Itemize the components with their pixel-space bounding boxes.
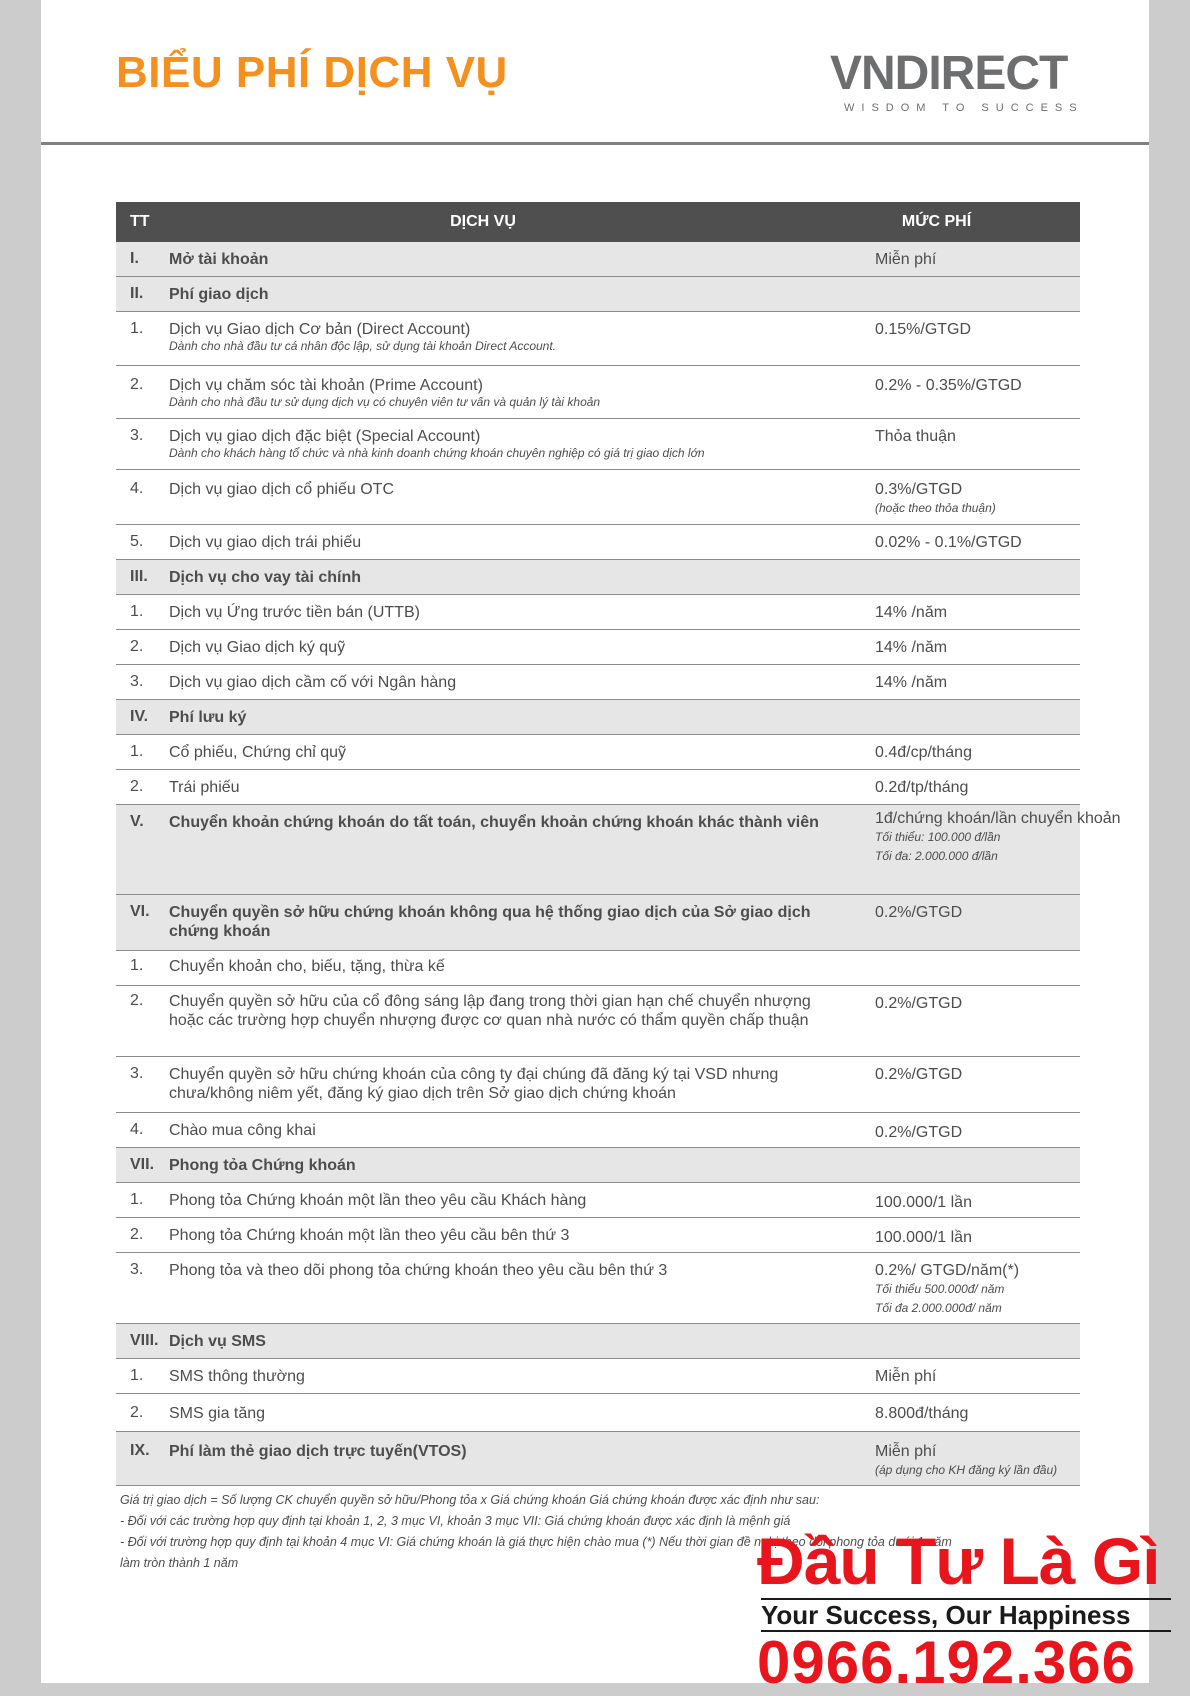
logo-wordmark: VNDIRECT	[830, 47, 1068, 100]
fee-value: 0.02% - 0.1%/GTGD	[875, 534, 1022, 551]
fee-cell	[875, 1261, 1135, 1318]
fee-cell	[875, 480, 1135, 518]
table-row	[116, 1218, 1080, 1253]
row-number: VIII.	[130, 1332, 159, 1349]
service-name: Phong tỏa và theo dõi phong tỏa chứng khoán theo yêu cầu bên thứ 3	[169, 1262, 668, 1279]
row-number: 1.	[130, 957, 144, 974]
logo-tagline: WISDOM TO SUCCESS	[844, 102, 1084, 114]
service-name: Phí lưu ký	[169, 709, 247, 726]
fee-value: Thỏa thuận	[875, 428, 956, 445]
service-name: Dịch vụ SMS	[169, 1333, 266, 1350]
table-row	[116, 1113, 1080, 1148]
watermark	[757, 1524, 1187, 1696]
service-name: Chuyển khoản cho, biếu, tặng, thừa kế	[169, 958, 445, 975]
service-cell	[169, 957, 824, 976]
header-divider	[41, 142, 1149, 145]
service-name: Trái phiếu	[169, 779, 240, 796]
fee-cell	[875, 778, 1135, 797]
service-cell	[169, 708, 824, 727]
row-number: 1.	[130, 603, 144, 620]
footnote-line: - Đối với trường hợp quy định tại khoản 4 mục VI: Giá chứng khoán là giá thực hiện chào mua (*) Nếu thời gian đề nghị theo dõi phong tỏa dưới 1 năm	[120, 1535, 952, 1549]
table-header	[116, 202, 1080, 242]
row-number: 1.	[130, 320, 144, 337]
row-number: IV.	[130, 708, 149, 725]
row-number: V.	[130, 813, 144, 830]
fee-value: 0.2%/GTGD	[875, 1124, 963, 1141]
service-cell	[169, 903, 824, 941]
fee-cell	[875, 638, 1135, 657]
service-name: Phí giao dịch	[169, 286, 269, 303]
fee-cell	[875, 1442, 1135, 1480]
table-row	[116, 1359, 1080, 1394]
service-note: Dành cho khách hàng tổ chức và nhà kinh doanh chứng khoán chuyên nghiệp có giá trị giao dịch lớn	[169, 446, 705, 460]
service-cell	[169, 480, 824, 499]
row-number: 3.	[130, 673, 144, 690]
service-cell	[169, 1121, 824, 1140]
service-cell	[169, 1065, 824, 1103]
fee-value: 0.2%/ GTGD/năm(*)	[875, 1262, 1020, 1279]
row-number: 3.	[130, 1065, 144, 1082]
table-row	[116, 312, 1080, 366]
fee-note: Tối thiểu 500.000đ/ năm	[875, 1282, 1005, 1296]
service-cell	[169, 1367, 824, 1386]
service-name: Dịch vụ giao dịch cổ phiếu OTC	[169, 481, 394, 498]
fee-value: 0.15%/GTGD	[875, 321, 972, 338]
section-row	[116, 560, 1080, 595]
section-row	[116, 277, 1080, 312]
service-name: Dịch vụ Ứng trước tiền bán (UTTB)	[169, 604, 420, 621]
table-row	[116, 525, 1080, 560]
fee-cell	[875, 673, 1135, 692]
service-cell	[169, 813, 824, 832]
fee-value: 14% /năm	[875, 674, 948, 691]
row-number: VII.	[130, 1156, 155, 1173]
service-name: Dịch vụ Giao dịch ký quỹ	[169, 639, 346, 656]
footnote-line: làm tròn thành 1 năm	[120, 1556, 239, 1570]
fee-value: 0.3%/GTGD	[875, 481, 963, 498]
table-row	[116, 595, 1080, 630]
row-number: 1.	[130, 1367, 144, 1384]
fee-cell	[875, 743, 1135, 762]
service-cell	[169, 1191, 824, 1210]
row-number: 2.	[130, 638, 144, 655]
row-number: 2.	[130, 376, 144, 393]
table-row	[116, 1057, 1080, 1113]
service-cell	[169, 673, 824, 692]
header-fee: MỨC PHÍ	[901, 213, 972, 230]
service-name: Dịch vụ giao dịch đặc biệt (Special Account)	[169, 428, 481, 445]
row-number: 5.	[130, 533, 144, 550]
service-name: Chuyển quyền sở hữu chứng khoán của công ty đại chúng đã đăng ký tại VSD nhưng chưa/không niêm yết, đăng ký giao dịch trên Sở giao dịch chứng khoán	[169, 1066, 779, 1102]
fee-cell	[875, 1065, 1135, 1084]
fee-value: 14% /năm	[875, 639, 948, 656]
service-name: Dịch vụ Giao dịch Cơ bản (Direct Account)	[169, 321, 471, 338]
service-cell	[169, 568, 824, 587]
watermark-brand: Đầu Tư Là Gì	[757, 1524, 1160, 1598]
fee-value: 1đ/chứng khoán/lần chuyển khoản	[875, 810, 1121, 827]
table-row	[116, 770, 1080, 805]
row-number: 1.	[130, 1191, 144, 1208]
service-name: SMS gia tăng	[169, 1405, 266, 1422]
service-cell	[169, 533, 824, 552]
fee-note: Tối đa: 2.000.000 đ/lần	[875, 849, 998, 863]
section-row	[116, 805, 1121, 895]
table-row	[116, 366, 1080, 419]
section-row	[116, 700, 1080, 735]
service-cell	[169, 1332, 824, 1351]
table-body	[116, 242, 1121, 1486]
service-name: Mở tài khoản	[169, 251, 269, 268]
service-cell	[169, 1261, 824, 1280]
fee-cell	[875, 250, 1135, 269]
service-name: Chào mua công khai	[169, 1122, 316, 1139]
service-name: Phong tỏa Chứng khoán một lần theo yêu cầu Khách hàng	[169, 1192, 587, 1209]
row-number: IX.	[130, 1442, 150, 1459]
fee-value: 0.2đ/tp/tháng	[875, 779, 969, 796]
row-number: I.	[130, 250, 139, 267]
row-number: III.	[130, 568, 148, 585]
service-cell	[169, 603, 824, 622]
row-number: VI.	[130, 903, 150, 920]
header-tt: TT	[130, 213, 150, 230]
service-name: Phong tỏa Chứng khoán	[169, 1157, 356, 1174]
fee-note: (hoặc theo thỏa thuận)	[875, 501, 996, 515]
service-cell	[169, 320, 824, 353]
table-row	[116, 1253, 1080, 1324]
row-number: 2.	[130, 1404, 144, 1421]
row-number: 2.	[130, 992, 144, 1009]
fee-cell	[875, 994, 1135, 1013]
fee-value: 0.2%/GTGD	[875, 1066, 963, 1083]
service-cell	[169, 778, 824, 797]
fee-cell	[875, 1123, 1135, 1142]
row-number: 4.	[130, 1121, 144, 1138]
service-cell	[169, 1404, 824, 1423]
row-number: 3.	[130, 427, 144, 444]
fee-value: 100.000/1 lần	[875, 1229, 972, 1246]
service-name: Chuyển khoản chứng khoán do tất toán, chuyển khoản chứng khoán khác thành viên	[169, 814, 819, 831]
fee-value: 0.2%/GTGD	[875, 904, 963, 921]
service-cell	[169, 1226, 824, 1245]
footnote-line: - Đối với các trường hợp quy định tại khoản 1, 2, 3 mục VI, khoản 3 mục VII: Giá chứng khoán được xác định là mệnh giá	[120, 1514, 791, 1528]
watermark-phone: 0966.192.366	[757, 1629, 1137, 1696]
fee-cell	[875, 533, 1135, 552]
header-service: DỊCH VỤ	[450, 213, 516, 230]
service-cell	[169, 1442, 824, 1461]
fee-value: 100.000/1 lần	[875, 1194, 972, 1211]
footnote-line: Giá trị giao dịch = Số lượng CK chuyển quyền sở hữu/Phong tỏa x Giá chứng khoán Giá chứng khoán được xác định như sau:	[120, 1493, 820, 1507]
table-row	[116, 735, 1080, 770]
service-cell	[169, 743, 824, 762]
table-row	[116, 986, 1080, 1057]
fee-value: Miễn phí	[875, 1443, 937, 1460]
fee-cell	[875, 376, 1135, 395]
section-row	[116, 242, 1080, 277]
table-row	[116, 1183, 1080, 1218]
service-cell	[169, 285, 824, 304]
row-number: 2.	[130, 1226, 144, 1243]
table-row	[116, 951, 1080, 986]
table-row	[116, 1394, 1080, 1432]
row-number: 2.	[130, 778, 144, 795]
fee-cell	[875, 427, 1135, 446]
fee-value: Miễn phí	[875, 1368, 937, 1385]
fee-note: Tối đa 2.000.000đ/ năm	[875, 1301, 1002, 1315]
service-cell	[169, 638, 824, 657]
fee-value: 0.2%/GTGD	[875, 995, 963, 1012]
service-name: Dịch vụ giao dịch cầm cố với Ngân hàng	[169, 674, 457, 691]
table-row	[116, 665, 1080, 700]
service-name: Phong tỏa Chứng khoán một lần theo yêu cầu bên thứ 3	[169, 1227, 570, 1244]
table-row	[116, 630, 1080, 665]
table-row	[116, 419, 1080, 470]
service-cell	[169, 250, 824, 269]
table-row	[116, 470, 1080, 525]
row-number: 3.	[130, 1261, 144, 1278]
fee-cell	[875, 1228, 1135, 1247]
row-number: II.	[130, 285, 144, 302]
fee-value: Miễn phí	[875, 251, 937, 268]
service-name: Chuyển quyền sở hữu chứng khoán không qua hệ thống giao dịch của Sở giao dịch chứng khoán	[169, 904, 811, 940]
vndirect-logo	[830, 47, 1130, 120]
fee-cell	[875, 320, 1135, 339]
fee-note: (áp dụng cho KH đăng ký lần đầu)	[875, 1463, 1058, 1477]
fee-value: 0.2% - 0.35%/GTGD	[875, 377, 1022, 394]
service-name: Phí làm thẻ giao dịch trực tuyến(VTOS)	[169, 1443, 467, 1460]
fee-value: 8.800đ/tháng	[875, 1405, 969, 1422]
service-name: Chuyển quyền sở hữu của cổ đông sáng lập đang trong thời gian hạn chế chuyển nhượng hoặc các trường hợp chuyển nhượng được cơ quan nhà nước có thẩm quyền chấp thuận	[169, 993, 811, 1029]
fee-cell	[875, 1367, 1135, 1386]
fee-note: Tối thiểu: 100.000 đ/lần	[875, 830, 1001, 844]
fee-cell	[875, 1404, 1135, 1423]
fee-table	[116, 202, 1121, 1486]
service-name: Dịch vụ cho vay tài chính	[169, 569, 362, 586]
section-row	[116, 895, 1080, 951]
service-cell	[169, 376, 824, 409]
section-row	[116, 1148, 1080, 1183]
service-note: Dành cho nhà đầu tư sử dụng dịch vụ có chuyên viên tư vấn và quản lý tài khoản	[169, 395, 601, 409]
row-number: 4.	[130, 480, 144, 497]
document-page	[41, 0, 1149, 1683]
fee-value: 0.4đ/cp/tháng	[875, 744, 972, 761]
fee-cell	[875, 809, 1135, 866]
service-note: Dành cho nhà đầu tư cá nhân độc lập, sử dụng tài khoản Direct Account.	[169, 339, 557, 353]
watermark-slogan: Your Success, Our Happiness	[761, 1598, 1171, 1632]
section-row	[116, 1432, 1080, 1486]
service-name: Dịch vụ chăm sóc tài khoản (Prime Account)	[169, 377, 483, 394]
service-name: SMS thông thường	[169, 1368, 305, 1385]
fee-cell	[875, 903, 1135, 922]
service-name: Dịch vụ giao dịch trái phiếu	[169, 534, 362, 551]
service-cell	[169, 992, 824, 1030]
fee-cell	[875, 1193, 1135, 1212]
service-cell	[169, 1156, 824, 1175]
page-title: BIỂU PHÍ DỊCH VỤ	[116, 48, 508, 97]
service-name: Cổ phiếu, Chứng chỉ quỹ	[169, 744, 347, 761]
row-number: 1.	[130, 743, 144, 760]
section-row	[116, 1324, 1080, 1359]
fee-cell	[875, 603, 1135, 622]
fee-value: 14% /năm	[875, 604, 948, 621]
service-cell	[169, 427, 824, 460]
